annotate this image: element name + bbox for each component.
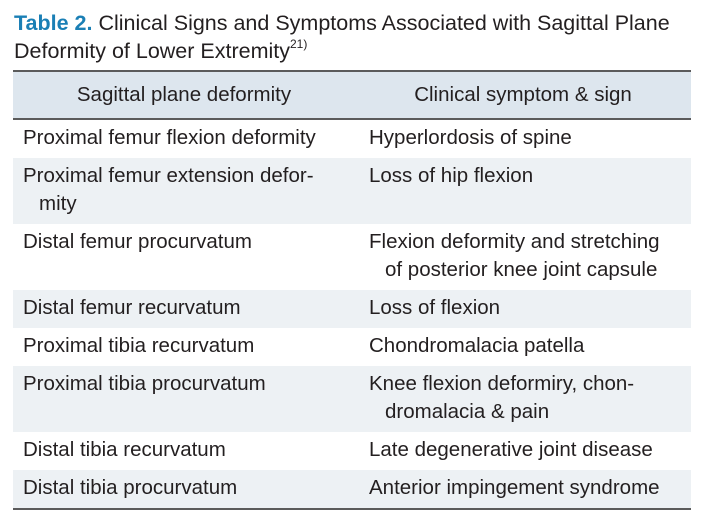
cell-deformity xyxy=(13,470,355,509)
cell-text-line: Distal femur procurvatum xyxy=(23,230,252,253)
cell-symptom xyxy=(355,224,691,290)
cell-deformity xyxy=(13,224,355,290)
table-body xyxy=(13,119,691,509)
table-caption xyxy=(14,9,704,65)
cell-text-line: Proximal femur extension defor- xyxy=(23,164,314,187)
cell-deformity xyxy=(13,290,355,328)
table-header-row xyxy=(13,71,691,119)
table-row xyxy=(13,224,691,290)
cell-text-line: Loss of hip flexion xyxy=(369,164,534,187)
cell-text-line: Loss of flexion xyxy=(369,296,501,319)
cell-symptom xyxy=(355,328,691,366)
cell-deformity xyxy=(13,432,355,470)
table-title: Clinical Signs and Symptoms Associated with Sagittal Plane Deformity of Lower Extremity xyxy=(14,11,670,63)
cell-text-line: of posterior knee joint capsule xyxy=(385,258,658,281)
cell-symptom xyxy=(355,470,691,509)
cell-deformity xyxy=(13,119,355,158)
cell-text-line: Distal femur recurvatum xyxy=(23,296,241,319)
table-row xyxy=(13,328,691,366)
cell-text-line: Proximal femur flexion deformity xyxy=(23,126,316,149)
cell-text-line: mity xyxy=(39,192,77,215)
cell-deformity xyxy=(13,366,355,432)
table-row xyxy=(13,432,691,470)
cell-text-line: Flexion deformity and stretching xyxy=(369,230,660,253)
table-row xyxy=(13,470,691,509)
cell-text-line: Anterior impingement syndrome xyxy=(369,476,660,499)
table-row xyxy=(13,366,691,432)
reference-superscript: 21) xyxy=(289,36,308,51)
cell-text-line: Distal tibia recurvatum xyxy=(23,438,226,461)
cell-text-line: Proximal tibia procurvatum xyxy=(23,372,266,395)
cell-text-line: Distal tibia procurvatum xyxy=(23,476,238,499)
table-row xyxy=(13,158,691,224)
cell-symptom xyxy=(355,158,691,224)
header-symptom: Clinical symptom & sign xyxy=(355,71,691,119)
table-label: Table 2. xyxy=(14,11,93,35)
cell-deformity xyxy=(13,328,355,366)
table-row xyxy=(13,119,691,158)
table-row xyxy=(13,290,691,328)
cell-text-line: Late degenerative joint disease xyxy=(369,438,653,461)
cell-text-line: Proximal tibia recurvatum xyxy=(23,334,255,357)
cell-text-line: Hyperlordosis of spine xyxy=(369,126,572,149)
cell-symptom xyxy=(355,366,691,432)
symptoms-table xyxy=(13,70,691,510)
cell-symptom xyxy=(355,119,691,158)
cell-text-line: Knee flexion deformiry, chon- xyxy=(369,372,635,395)
cell-symptom xyxy=(355,290,691,328)
header-deformity: Sagittal plane deformity xyxy=(13,71,355,119)
cell-text-line: dromalacia & pain xyxy=(385,400,550,423)
cell-deformity xyxy=(13,158,355,224)
cell-symptom xyxy=(355,432,691,470)
cell-text-line: Chondromalacia patella xyxy=(369,334,585,357)
